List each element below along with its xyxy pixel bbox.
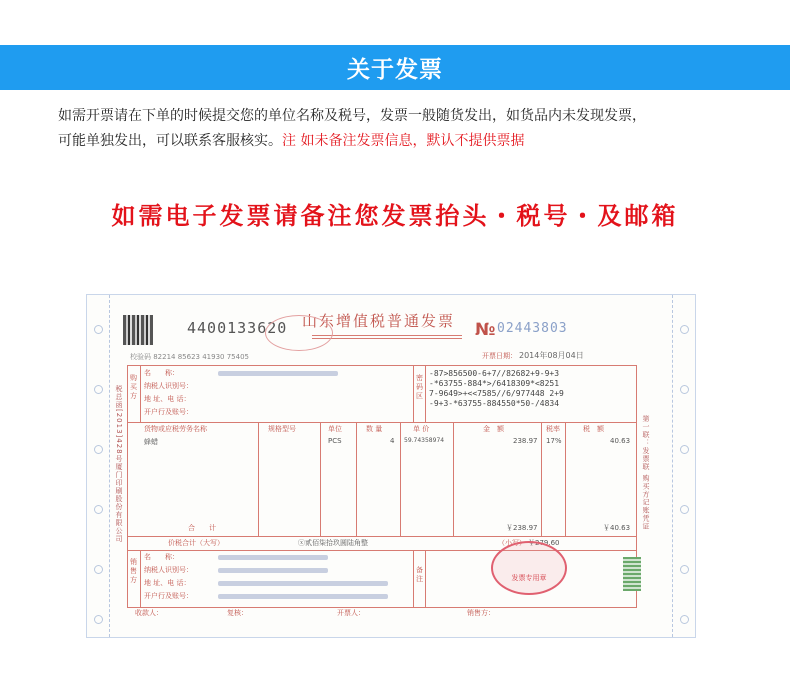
grid-line: [400, 422, 401, 536]
col-price: 单 价: [413, 425, 430, 433]
col-tax: 税 额: [583, 425, 604, 433]
date-label: 开票日期：: [482, 352, 517, 360]
grand-small-label: （小写）: [498, 539, 526, 547]
seller-name-label: 名 称：: [144, 553, 179, 561]
notice-line-1: 如需开票请在下单的时候提交您的单位名称及税号，发票一般随货发出，如货品内未发现发票，: [58, 108, 646, 124]
col-unit: 单位: [328, 425, 342, 433]
invoice-code: 4400133620: [187, 319, 288, 337]
grid-line: [425, 550, 426, 607]
reviewer-label: 复核：: [227, 609, 248, 617]
buyer-bank-label: 开户行及账号：: [144, 408, 193, 416]
invoice-notice: [58, 104, 758, 154]
issuer-label: 开票人：: [337, 609, 365, 617]
remark-side-label: 备注: [416, 566, 423, 583]
redacted-seller-bank: [218, 594, 388, 599]
item-unit: PCS: [328, 437, 342, 445]
seller-taxid-label: 纳税人识别号：: [144, 566, 193, 574]
punch-hole: [680, 505, 689, 514]
grid-line: [140, 550, 141, 607]
punch-hole: [680, 385, 689, 394]
buyer-name-label: 名 称：: [144, 369, 179, 377]
buyer-side-label: 购买方: [130, 374, 137, 400]
grand-total-label: 价税合计（大写）: [168, 539, 224, 547]
number-symbol: №: [475, 320, 496, 340]
anti-counterfeit-strip: [623, 557, 641, 591]
col-qty: 数 量: [366, 425, 383, 433]
notice-line-2-text: 可能单独发出，可以联系客服核实。: [58, 133, 282, 149]
grid-line: [413, 550, 414, 607]
col-rate: 税率: [546, 425, 560, 433]
punch-hole: [94, 565, 103, 574]
notice-line-2: [58, 129, 758, 154]
supervision-seal: [265, 315, 333, 351]
grid-line: [140, 366, 141, 422]
banner-title: 关于发票: [347, 57, 443, 83]
total-tax: ￥40.63: [603, 524, 631, 532]
seller-stamp-label: 销售方：: [467, 609, 495, 617]
grid-line: [541, 422, 542, 536]
punch-hole: [94, 385, 103, 394]
total-amount: ￥238.97: [506, 524, 538, 532]
col-spec: 规格型号: [268, 425, 296, 433]
item-qty: 4: [390, 437, 395, 445]
grid-line: [356, 422, 357, 536]
punch-hole: [680, 615, 689, 624]
punch-hole: [680, 325, 689, 334]
title-underline: [312, 335, 462, 336]
punch-hole: [680, 445, 689, 454]
punch-hole: [94, 505, 103, 514]
grid-line: [453, 422, 454, 536]
invoice-date: 2014年08月04日: [519, 351, 584, 360]
redacted-seller-address: [218, 581, 388, 586]
left-punch-strip: [87, 295, 110, 637]
redacted-buyer-name: [218, 371, 338, 376]
cipher-text: -87>856500-6+7//82682+9-9+3 -*63755-884*>/6418309*<8251 7-9649>+<<7585//6/977448 2+9 -9+3-*63755-884550*50-/4834: [429, 369, 564, 408]
redacted-seller-name: [218, 555, 328, 560]
cipher-side-label: 密码区: [416, 374, 423, 400]
redacted-seller-taxid: [218, 568, 328, 573]
punch-hole: [680, 565, 689, 574]
grid-line: [425, 366, 426, 422]
check-code: 校验码 82214 85623 41930 75405: [130, 353, 249, 361]
buyer-address-label: 地 址、电 话：: [144, 395, 191, 403]
invoice-title: 山东增值税普通发票: [302, 312, 456, 330]
invoice-number: 02443803: [497, 321, 568, 336]
right-punch-strip: [672, 295, 695, 637]
qr-code: [123, 315, 153, 345]
buyer-taxid-label: 纳税人识别号：: [144, 382, 193, 390]
invoice-image: [86, 294, 696, 638]
grand-total-small: ￥279.60: [528, 539, 560, 547]
total-label: 合 计: [188, 524, 216, 532]
item-price: 59.74358974: [404, 437, 445, 444]
seller-address-label: 地 址、电 话：: [144, 579, 191, 587]
grid-line: [128, 422, 636, 423]
grand-total-words: ⓧ贰佰柒拾玖圆陆角整: [298, 539, 368, 547]
printer-strip: 税总函[2013]428号厦门印刷股份有限公司: [115, 385, 123, 543]
grid-line: [565, 422, 566, 536]
seller-side-label: 销售方: [130, 558, 137, 584]
col-goods: 货物或应税劳务名称: [144, 425, 207, 433]
stamp-text: 发票专用章: [511, 574, 547, 582]
col-amount: 金 额: [483, 425, 504, 433]
section-banner: [0, 45, 790, 90]
e-invoice-headline: 如需电子发票请备注您发票抬头・税号・及邮箱: [111, 202, 679, 230]
notice-warning: 注 如未备注发票信息，默认不提供票据: [282, 133, 525, 149]
grid-line: [128, 536, 636, 537]
item-name: 蜂蜡: [144, 438, 158, 446]
item-amount: 238.97: [513, 437, 538, 445]
item-rate: 17%: [546, 437, 562, 445]
punch-hole: [94, 615, 103, 624]
payee-label: 收款人：: [135, 609, 163, 617]
grid-line: [320, 422, 321, 536]
punch-hole: [94, 325, 103, 334]
seller-bank-label: 开户行及账号：: [144, 592, 193, 600]
invoice-seal-stamp: [491, 541, 567, 595]
item-tax: 40.63: [610, 437, 631, 445]
title-underline: [312, 338, 462, 339]
punch-hole: [94, 445, 103, 454]
grid-line: [128, 550, 636, 551]
grid-line: [413, 366, 414, 422]
copy-strip: 第一联：发票联 购买方记账凭证: [642, 415, 650, 531]
grid-line: [258, 422, 259, 536]
